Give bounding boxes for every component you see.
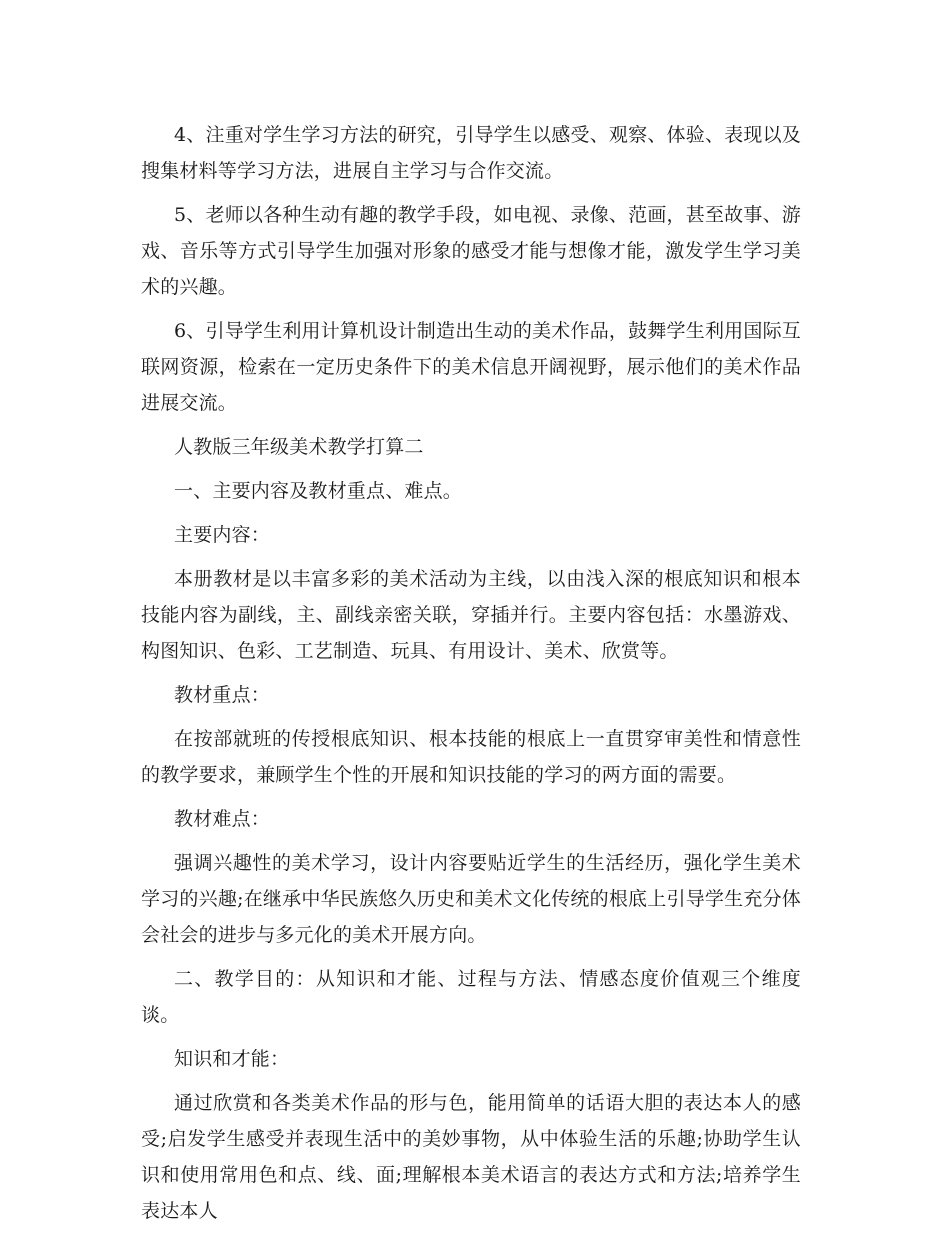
paragraph-knowledge-ability: 通过欣赏和各类美术作品的形与色，能用简单的话语大胆的表达本人的感受;启发学生感受并表现生活中的美妙事物，从中体验生活的乐趣;协助学生认识和使用常用色和点、线、面;理解根本美术语言的表达方式和方法;培养学生表达本人 xyxy=(141,1092,801,1222)
subheading-knowledge-ability: 知识和才能： xyxy=(174,1048,290,1070)
section-title: 人教版三年级美术教学打算二 xyxy=(174,436,424,458)
paragraph-difficulties: 强调兴趣性的美术学习，设计内容要贴近学生的生活经历，强化学生美术学习的兴趣;在继承中华民族悠久历史和美术文化传统的根底上引导学生充分体会社会的进步与多元化的美术开展方向。 xyxy=(141,852,801,946)
paragraph-item-4: 4、注重对学生学习方法的研究，引导学生以感受、观察、体验、表现以及搜集材料等学习方法，进展自主学习与合作交流。 xyxy=(141,124,801,182)
paragraph-main-content: 本册教材是以丰富多彩的美术活动为主线，以由浅入深的根底知识和根本技能内容为副线，主、副线亲密关联，穿插并行。主要内容包括：水墨游戏、构图知识、色彩、工艺制造、玩具、有用设计、美术、欣赏等。 xyxy=(141,568,801,662)
paragraph-item-5: 5、老师以各种生动有趣的教学手段，如电视、录像、范画，甚至故事、游戏、音乐等方式引导学生加强对形象的感受才能与想像才能，激发学生学习美术的兴趣。 xyxy=(141,204,801,298)
subheading-main-content: 主要内容： xyxy=(174,524,271,546)
paragraph-item-6: 6、引导学生利用计算机设计制造出生动的美术作品，鼓舞学生利用国际互联网资源，检索在一定历史条件下的美术信息开阔视野，展示他们的美术作品进展交流。 xyxy=(141,320,801,414)
subheading-difficulties: 教材难点： xyxy=(174,808,271,830)
paragraph-key-points: 在按部就班的传授根底知识、根本技能的根底上一直贯穿审美性和情意性的教学要求，兼顾学生个性的开展和知识技能的学习的两方面的需要。 xyxy=(141,728,801,786)
document-page xyxy=(141,117,801,1237)
heading-main-content-and-focus: 一、主要内容及教材重点、难点。 xyxy=(174,480,463,502)
heading-teaching-goals: 二、教学目的：从知识和才能、过程与方法、情感态度价值观三个维度谈。 xyxy=(141,968,801,1026)
subheading-key-points: 教材重点： xyxy=(174,684,271,706)
